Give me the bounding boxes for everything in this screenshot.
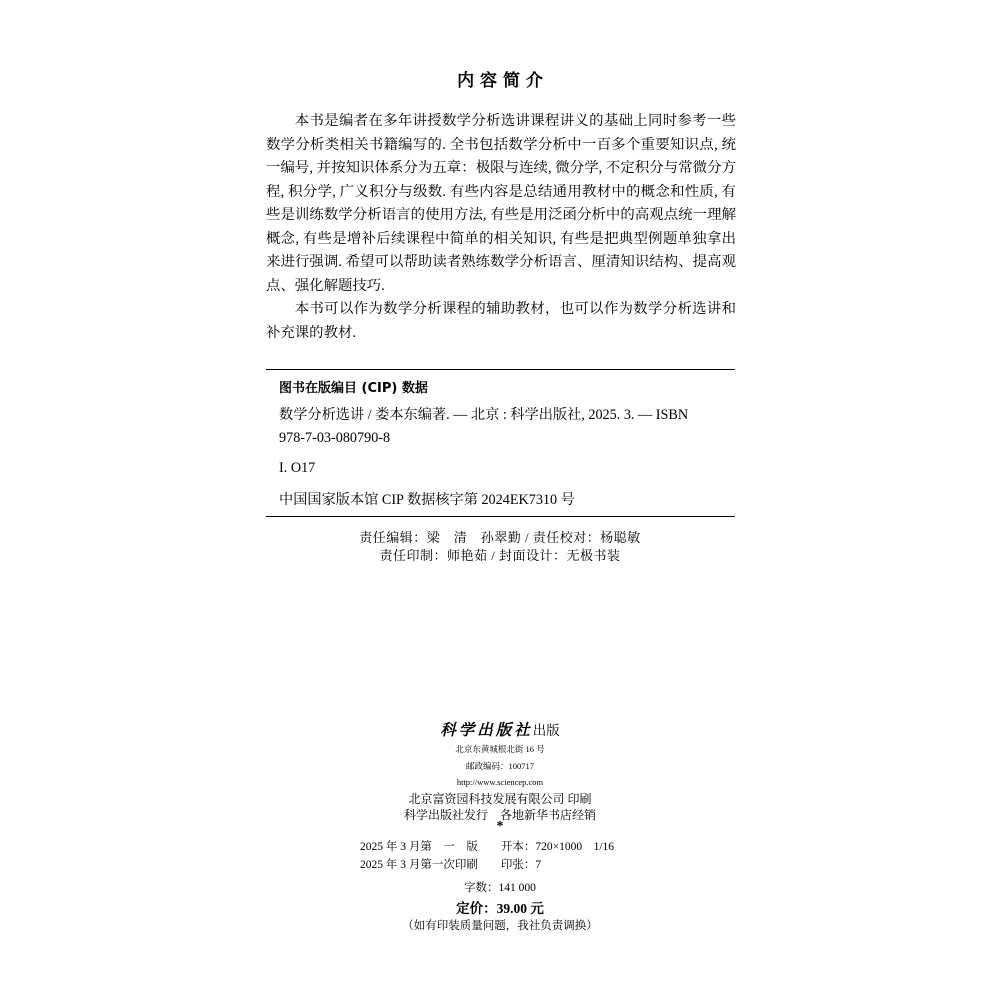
- publisher-address: 北京东黄城根北街 16 号: [455, 744, 545, 754]
- distribution-line: 科学出版社发行 各地新华书店经销: [403, 808, 596, 822]
- cip-top-rule: [266, 369, 735, 370]
- publisher-name-line: [0, 718, 1000, 740]
- cip-bottom-rule: [266, 516, 735, 517]
- separator-star: *: [496, 819, 504, 834]
- cip-heading: 图书在版编目 (CIP) 数据: [279, 381, 428, 396]
- word-count: 字数：141 000: [464, 882, 536, 894]
- cip-line-3: I. O17: [279, 460, 316, 476]
- page-title: 内 容 简 介: [457, 71, 543, 91]
- quality-note: （如有印装质量问题，我社负责调换）: [402, 920, 598, 932]
- intro-paragraph-2: 本书可以作为数学分析课程的辅助教材，也可以作为数学分析选讲和补充课的教材.: [266, 301, 736, 341]
- printing-date: 2025 年 3 月第一次印刷: [360, 859, 478, 871]
- format-size: 开本：720×1000 1/16: [500, 841, 615, 853]
- edition-date: 2025 年 3 月第 一 版: [360, 841, 478, 853]
- publisher-postcode: 邮政编码：100717: [465, 761, 534, 771]
- sheet-count: 印张：7: [500, 859, 542, 871]
- introduction: [266, 110, 736, 345]
- publisher-website: http://www.sciencep.com: [456, 777, 544, 787]
- price: 定价：39.00 元: [456, 901, 544, 916]
- publisher-suffix: 出版: [532, 723, 560, 738]
- editors-line-2: 责任印制：师艳茹 / 封面设计：无极书装: [379, 548, 621, 563]
- edition-line-2: [360, 856, 541, 872]
- cip-line-1: 数学分析选讲 / 娄本东编著. –– 北京 : 科学出版社, 2025. 3. –– ISBN: [279, 407, 689, 423]
- publisher-name: 科学出版社: [440, 722, 533, 739]
- intro-paragraph-1: 本书是编者在多年讲授数学分析选讲课程讲义的基础上同时参考一些数学分析类相关书籍编写的. 全书包括数学分析中一百多个重要知识点, 统一编号, 并按知识体系分为五章：极限与连续, 微分学, 不定积分与常微分方程, 积分学, 广义积分与级数. 有些内容是总结通用教材中的概念和性质, 有些是训练数学分析语言的使用方法, 有些是用泛函分析中的高观点统一理解概念, 有些是增补后续课程中简单的相关知识, 有些是把典型例题单独拿出来进行强调. 希望可以帮助读者熟练数学分析语言、厘清知识结构、提高观点、强化解题技巧.: [266, 113, 736, 294]
- cip-line-4: 中国国家版本馆 CIP 数据核字第 2024EK7310 号: [279, 492, 575, 508]
- cip-line-2: 978-7-03-080790-8: [279, 430, 391, 446]
- editors-line-1: 责任编辑：梁 清 孙翠勤 / 责任校对：杨聪敏: [359, 530, 641, 545]
- edition-line-1: [360, 838, 614, 854]
- printer-line: 北京富资园科技发展有限公司 印刷: [408, 792, 592, 806]
